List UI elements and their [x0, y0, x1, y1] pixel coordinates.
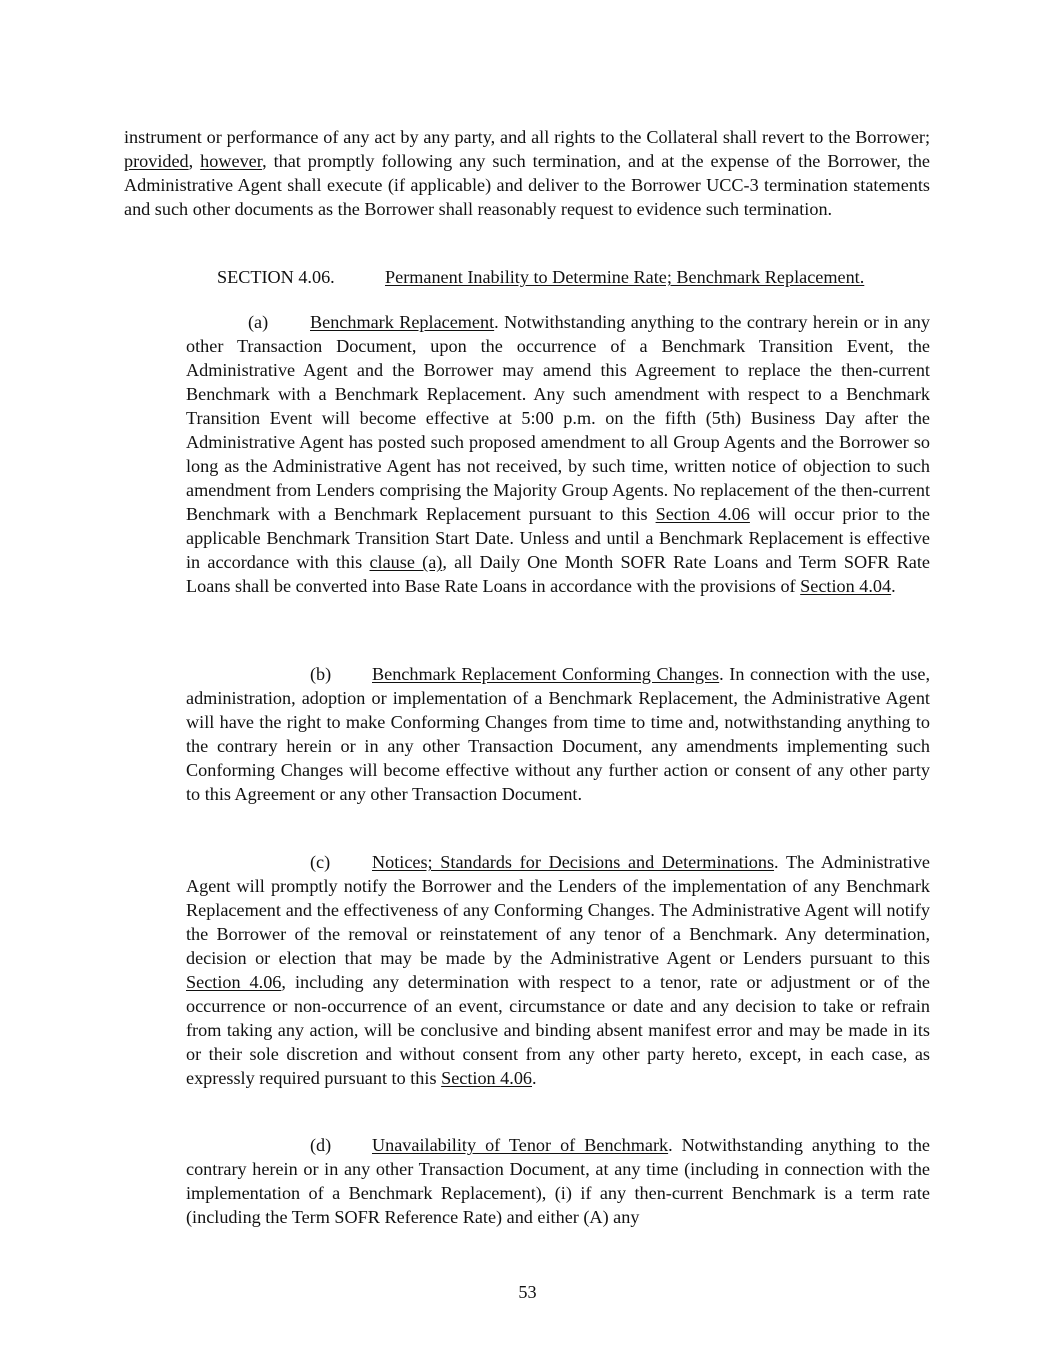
carryover-text-1: instrument or performance of any act by any party, and all rights to the Collateral shall revert to the Borrower;: [124, 127, 930, 147]
clause-c-title: Notices; Standards for Decisions and Determinations: [372, 852, 775, 872]
clause-a-text-3: , all Daily One Month SOFR Rate Loans and Term SOFR Rate Loans shall be converted into Base Rate Loans in accordance with the provisions of: [186, 552, 930, 596]
clause-b-text-1: . In connection with the use, administration, adoption or implementation of a Benchmark Replacement, the Administrative Agent will have the right to make Conforming Changes from time to time and, notwithstanding anything to the contrary herein or in any other Transaction Document, any amendments implementing such Conforming Changes will become effective without any further action or consent of any other party to this Agreement or any other Transaction Document.: [186, 664, 930, 804]
clause-c-text-2: , including any determination with respect to a tenor, rate or adjustment or of the occurrence or non-occurrence of an event, circumstance or date and any decision to take or refrain from taking any action, will be conclusive and binding absent manifest error and may be made in its or their sole discretion and without consent from any other party hereto, except, in each case, as expressly required pursuant to this: [186, 972, 930, 1088]
clause-d-paragraph: [186, 1133, 930, 1229]
clause-b-label: (b): [310, 664, 332, 684]
clause-b-paragraph: [186, 662, 930, 806]
section-4-06-reference: Section 4.06: [441, 1068, 533, 1088]
section-4-06-reference: Section 4.06: [655, 504, 750, 524]
clause-d-title: Unavailability of Tenor of Benchmark: [372, 1135, 669, 1155]
clause-b-title: Benchmark Replacement Conforming Changes: [372, 664, 720, 684]
clause-a-label: (a): [248, 312, 269, 332]
carryover-paragraph: [124, 125, 930, 221]
however-term: however: [200, 151, 263, 171]
section-4-06-reference: Section 4.06: [186, 972, 282, 992]
clause-c-text-3: .: [532, 1068, 537, 1088]
section-title: Permanent Inability to Determine Rate; Benchmark Replacement.: [385, 267, 865, 287]
section-number: SECTION 4.06.: [217, 267, 335, 287]
clause-a-text-4: .: [891, 576, 896, 596]
section-heading: [217, 265, 930, 289]
provided-term: provided: [124, 151, 189, 171]
clause-a-title: Benchmark Replacement: [310, 312, 495, 332]
carryover-text-2: ,: [188, 151, 201, 171]
clause-a-reference: clause (a): [369, 552, 443, 572]
carryover-text-3: , that promptly following any such termination, and at the expense of the Borrower, the Administrative Agent shall execute (if applicable) and deliver to the Borrower UCC-3 termination statements and such other documents as the Borrower shall reasonably request to evidence such termination.: [124, 151, 931, 219]
clause-c-label: (c): [310, 852, 331, 872]
clause-d-label: (d): [310, 1135, 332, 1155]
clause-c-text-1: . The Administrative Agent will promptly notify the Borrower and the Lenders of the implementation of any Benchmark Replacement and the effectiveness of any Conforming Changes. The Administrative Agent will notify the Borrower of the removal or reinstatement of any tenor of a Benchmark. Any determination, decision or election that may be made by the Administrative Agent or Lenders pursuant to this: [186, 852, 930, 968]
clause-c-paragraph: [186, 850, 930, 1090]
clause-a-text-2: will occur prior to the applicable Benchmark Transition Start Date. Unless and until a Benchmark Replacement is effective in accordance with this: [186, 504, 930, 572]
page-number: 53: [518, 1282, 537, 1302]
section-4-04-reference: Section 4.04: [800, 576, 892, 596]
clause-d-text-1: . Notwithstanding anything to the contrary herein or in any other Transaction Document, at any time (including in connection with the implementation of a Benchmark Replacement), (i) if any then-current Benchmark is a term rate (including the Term SOFR Reference Rate) and either (A) any: [186, 1135, 930, 1227]
clause-a-paragraph: [186, 310, 930, 598]
clause-a-text-1: . Notwithstanding anything to the contrary herein or in any other Transaction Document, upon the occurrence of a Benchmark Transition Event, the Administrative Agent and the Borrower may amend this Agreement to replace the then-current Benchmark with a Benchmark Replacement. Any such amendment with respect to a Benchmark Transition Event will become effective at 5:00 p.m. on the fifth (5th) Business Day after the Administrative Agent has posted such proposed amendment to all Group Agents and the Borrower so long as the Administrative Agent has not received, by such time, written notice of objection to such amendment from Lenders comprising the Majority Group Agents. No replacement of the then-current Benchmark with a Benchmark Replacement pursuant to this: [186, 312, 930, 524]
